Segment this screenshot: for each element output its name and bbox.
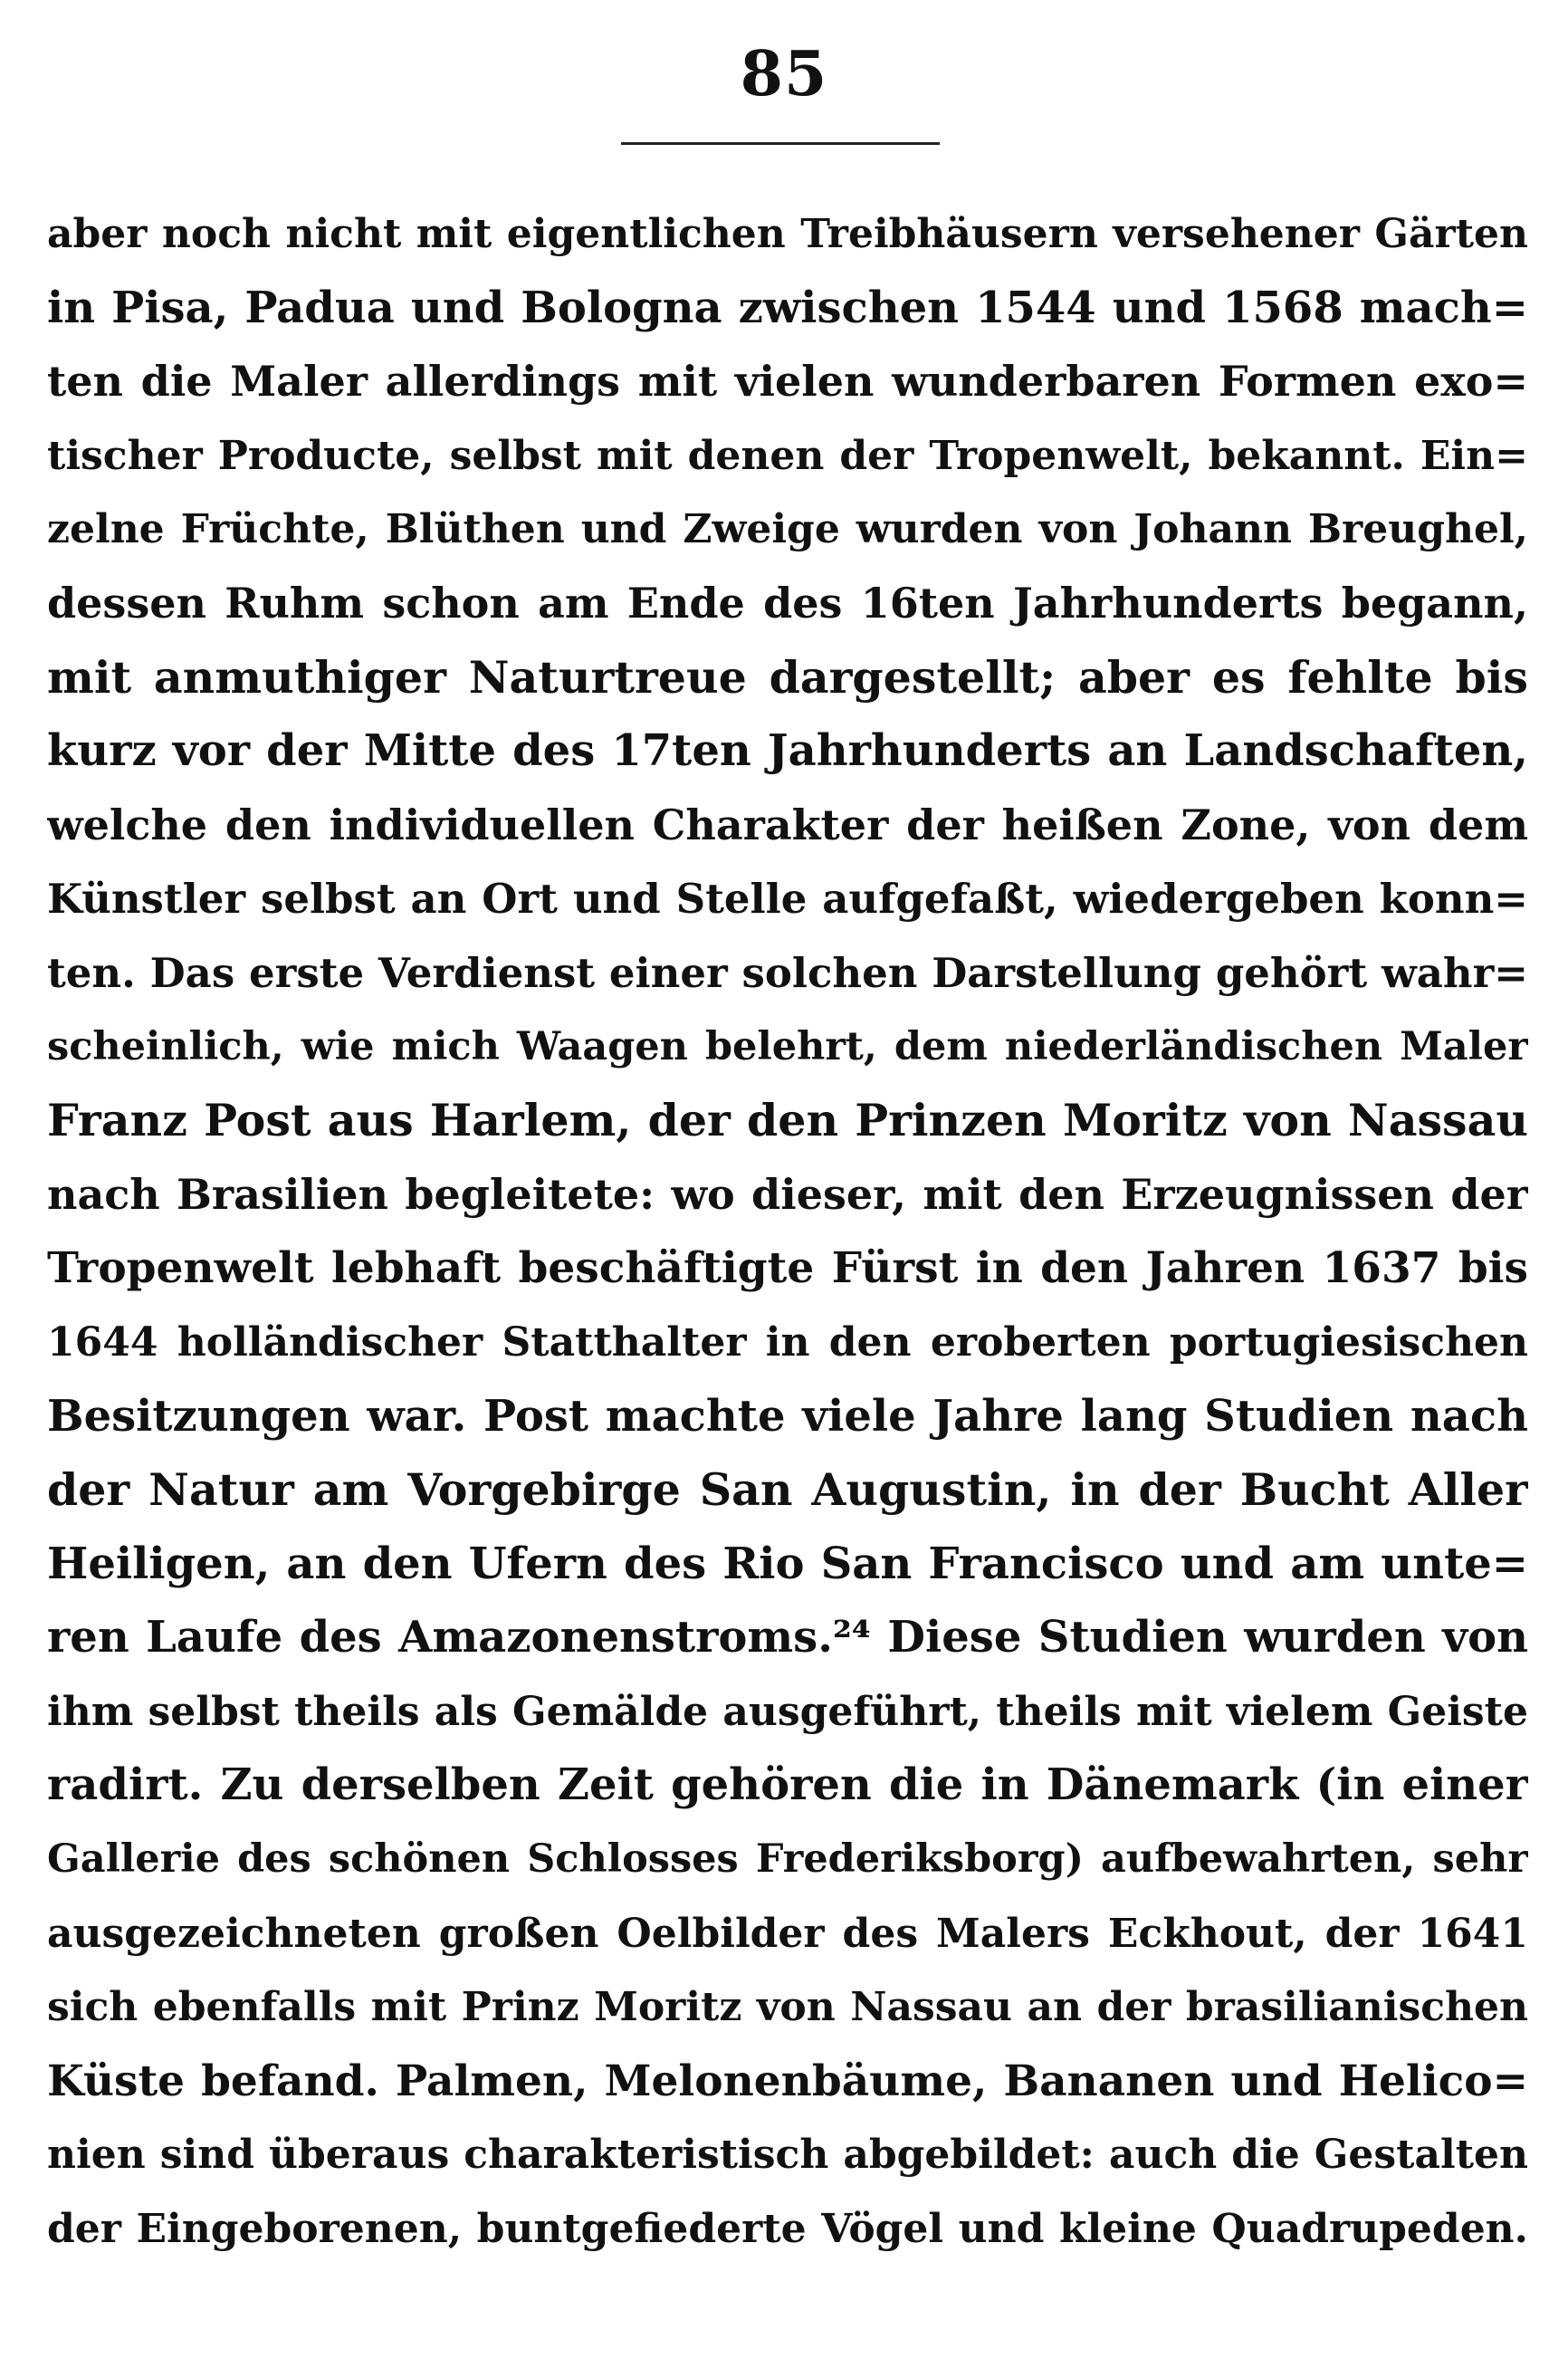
text-line: radirt. Zu derselben Zeit gehören die in Dänemark (in einer [47,1759,1528,1811]
text-line: ihm selbst theils als Gemälde ausgeführt, theils mit vielem Geiste [47,1688,1528,1735]
text-line: ausgezeichneten großen Oelbilder des Malers Eckhout, der 1641 [47,1910,1528,1957]
text-line: Gallerie des schönen Schlosses Frederiksborg) aufbewahrten, sehr [47,1836,1528,1883]
text-line: Franz Post aus Harlem, der den Prinzen Moritz von Nassau [47,1094,1528,1147]
text-line: scheinlich, wie mich Waagen belehrt, dem niederländischen Maler [47,1023,1528,1069]
header-rule [621,142,940,145]
text-line: sich ebenfalls mit Prinz Moritz von Nassau an der brasilianischen [47,1984,1528,2031]
text-line: dessen Ruhm schon am Ende des 16ten Jahrhunderts begann, [47,578,1528,628]
text-line: kurz vor der Mitte des 17ten Jahrhunderts an Landschaften, [47,725,1528,777]
text-line: tischer Producte, selbst mit denen der Tropenwelt, bekannt. Ein= [47,432,1528,479]
text-line: der Natur am Vorgebirge San Augustin, in der Bucht Aller [47,1463,1528,1517]
text-line: zelne Früchte, Blüthen und Zweige wurden von Johann Breughel, [47,506,1528,553]
text-line: 1644 holländischer Statthalter in den eroberten portugiesischen [47,1318,1528,1366]
text-line: ren Laufe des Amazonenstroms.²⁴ Diese Studien wurden von [47,1612,1528,1663]
text-line: ten die Maler allerdings mit vielen wunderbaren Formen exo= [47,357,1528,407]
text-line: Künstler selbst an Ort und Stelle aufgefaßt, wiedergeben konn= [47,875,1528,924]
text-line: Besitzungen war. Post machte viele Jahre lang Studien nach [47,1390,1528,1442]
text-line: nach Brasilien begleitete: wo dieser, mit den Erzeugnissen der [47,1169,1528,1219]
text-line: Tropenwelt lebhaft beschäftigte Fürst in den Jahren 1637 bis [47,1243,1528,1294]
text-line: mit anmuthiger Naturtreue dargestellt; aber es fehlte bis [47,650,1528,704]
text-line: welche den individuellen Charakter der heißen Zone, von dem [47,800,1528,849]
text-line: aber noch nicht mit eigentlichen Treibhäusern versehener Gärten [47,211,1528,257]
text-line: in Pisa, Padua und Bologna zwischen 1544 und 1568 mach= [47,282,1528,333]
text-line: nien sind überaus charakteristisch abgebildet: auch die Gestalten [47,2132,1528,2179]
text-line: Küste befand. Palmen, Melonenbäume, Bananen und Helico= [47,2056,1528,2106]
text-line: der Eingeborenen, buntgefiederte Vögel und kleine Quadrupeden. [47,2206,1528,2253]
text-line: Heiligen, an den Ufern des Rio San Francisco und am unte= [47,1538,1528,1589]
body-text [47,197,1528,2267]
text-line: ten. Das erste Verdienst einer solchen Darstellung gehört wahr= [47,948,1528,997]
page-number: 85 [740,38,828,110]
